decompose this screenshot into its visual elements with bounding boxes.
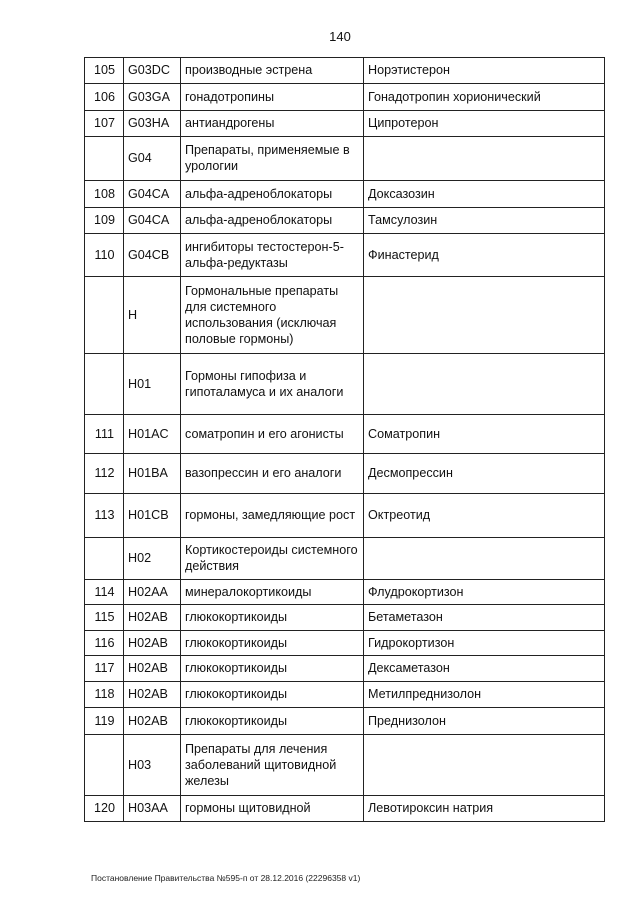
row-number: 119 xyxy=(85,708,124,735)
row-number: 115 xyxy=(85,605,124,631)
row-number: 113 xyxy=(85,494,124,538)
table-row xyxy=(85,682,605,708)
atc-code: H02AB xyxy=(124,708,181,735)
row-number: 111 xyxy=(85,415,124,454)
atc-code: H02AB xyxy=(124,656,181,682)
table-row xyxy=(85,84,605,111)
group-name: Гормоны гипофиза и гипоталамуса и их аналоги xyxy=(181,354,364,415)
atc-code: H02AA xyxy=(124,580,181,605)
table-row xyxy=(85,735,605,796)
atc-code: G03GA xyxy=(124,84,181,111)
table-row xyxy=(85,796,605,822)
drug-name: Октреотид xyxy=(364,494,605,538)
drug-table xyxy=(84,57,605,822)
group-name: антиандрогены xyxy=(181,111,364,137)
drug-name xyxy=(364,735,605,796)
group-name: глюкокортикоиды xyxy=(181,656,364,682)
drug-name: Левотироксин натрия xyxy=(364,796,605,822)
atc-code: H xyxy=(124,277,181,354)
table-row xyxy=(85,656,605,682)
group-name: соматропин и его агонисты xyxy=(181,415,364,454)
table-row xyxy=(85,538,605,580)
group-name: ингибиторы тестостерон-5-альфа-редуктазы xyxy=(181,234,364,277)
table-row xyxy=(85,58,605,84)
group-name: глюкокортикоиды xyxy=(181,708,364,735)
table-row xyxy=(85,181,605,208)
table-row xyxy=(85,415,605,454)
drug-name: Доксазозин xyxy=(364,181,605,208)
table-row xyxy=(85,454,605,494)
group-name: альфа-адреноблокаторы xyxy=(181,208,364,234)
row-number: 107 xyxy=(85,111,124,137)
page-number: 140 xyxy=(329,29,351,44)
drug-name: Ципротерон xyxy=(364,111,605,137)
row-number: 112 xyxy=(85,454,124,494)
row-number: 109 xyxy=(85,208,124,234)
table-row xyxy=(85,137,605,181)
drug-name xyxy=(364,277,605,354)
row-number: 110 xyxy=(85,234,124,277)
drug-name: Флудрокортизон xyxy=(364,580,605,605)
group-name: глюкокортикоиды xyxy=(181,631,364,656)
atc-code: G04CB xyxy=(124,234,181,277)
drug-name: Метилпреднизолон xyxy=(364,682,605,708)
atc-code: H02AB xyxy=(124,682,181,708)
drug-name: Гонадотропин хорионический xyxy=(364,84,605,111)
drug-name: Преднизолон xyxy=(364,708,605,735)
footer-text: Постановление Правительства №595-п от 28.12.2016 (22296358 v1) xyxy=(91,873,361,883)
drug-name: Тамсулозин xyxy=(364,208,605,234)
drug-table-body xyxy=(85,58,605,822)
drug-name: Бетаметазон xyxy=(364,605,605,631)
drug-name: Финастерид xyxy=(364,234,605,277)
atc-code: G04CA xyxy=(124,181,181,208)
group-name: производные эстрена xyxy=(181,58,364,84)
drug-name xyxy=(364,137,605,181)
table-row xyxy=(85,605,605,631)
atc-code: G03HA xyxy=(124,111,181,137)
atc-code: H02AB xyxy=(124,631,181,656)
atc-code: H01 xyxy=(124,354,181,415)
row-number: 116 xyxy=(85,631,124,656)
group-name: Препараты для лечения заболеваний щитовидной железы xyxy=(181,735,364,796)
atc-code: H01CB xyxy=(124,494,181,538)
atc-code: H01AC xyxy=(124,415,181,454)
table-row xyxy=(85,277,605,354)
group-name: гонадотропины xyxy=(181,84,364,111)
drug-name xyxy=(364,538,605,580)
atc-code: G03DC xyxy=(124,58,181,84)
row-number xyxy=(85,137,124,181)
table-row xyxy=(85,234,605,277)
atc-code: H03 xyxy=(124,735,181,796)
group-name: глюкокортикоиды xyxy=(181,682,364,708)
atc-code: H02AB xyxy=(124,605,181,631)
atc-code: G04CA xyxy=(124,208,181,234)
row-number: 120 xyxy=(85,796,124,822)
table-row xyxy=(85,111,605,137)
drug-name: Дексаметазон xyxy=(364,656,605,682)
table-row xyxy=(85,708,605,735)
row-number: 105 xyxy=(85,58,124,84)
table-row xyxy=(85,354,605,415)
table-row xyxy=(85,631,605,656)
drug-name xyxy=(364,354,605,415)
table-row xyxy=(85,494,605,538)
row-number: 108 xyxy=(85,181,124,208)
atc-code: H03AA xyxy=(124,796,181,822)
group-name: глюкокортикоиды xyxy=(181,605,364,631)
row-number xyxy=(85,277,124,354)
drug-name: Соматропин xyxy=(364,415,605,454)
group-name: альфа-адреноблокаторы xyxy=(181,181,364,208)
drug-name: Десмопрессин xyxy=(364,454,605,494)
table-row xyxy=(85,580,605,605)
group-name: Препараты, применяемые в урологии xyxy=(181,137,364,181)
table-row xyxy=(85,208,605,234)
row-number: 106 xyxy=(85,84,124,111)
group-name: минералокортикоиды xyxy=(181,580,364,605)
atc-code: H02 xyxy=(124,538,181,580)
group-name: гормоны, замедляющие рост xyxy=(181,494,364,538)
group-name: гормоны щитовидной xyxy=(181,796,364,822)
group-name: вазопрессин и его аналоги xyxy=(181,454,364,494)
row-number: 114 xyxy=(85,580,124,605)
atc-code: G04 xyxy=(124,137,181,181)
atc-code: H01BA xyxy=(124,454,181,494)
row-number xyxy=(85,538,124,580)
row-number xyxy=(85,354,124,415)
drug-name: Норэтистерон xyxy=(364,58,605,84)
row-number: 117 xyxy=(85,656,124,682)
row-number: 118 xyxy=(85,682,124,708)
group-name: Кортикостероиды системного действия xyxy=(181,538,364,580)
drug-name: Гидрокортизон xyxy=(364,631,605,656)
row-number xyxy=(85,735,124,796)
group-name: Гормональные препараты для системного использования (исключая половые гормоны) xyxy=(181,277,364,354)
